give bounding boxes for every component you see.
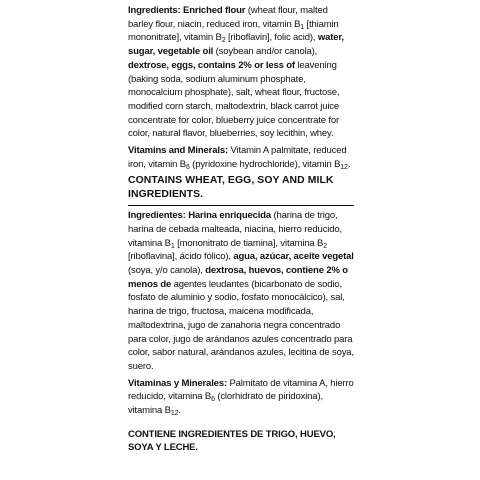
nutrition-ingredients-label	[128, 4, 354, 455]
section-divider	[128, 205, 354, 206]
english-vitamins-heading: Vitamins and Minerals:	[128, 145, 228, 157]
english-allergen-statement: CONTAINS WHEAT, EGG, SOY AND MILK INGREDIENTS.	[128, 175, 334, 200]
english-ingredients-heading: Ingredients: Enriched flour	[128, 5, 246, 16]
spanish-ingredients-heading: Ingredientes: Harina enriquecida	[128, 210, 272, 222]
english-vitamins-paragraph: Vitamins and Minerals: Vitamin A palmitate, reduced iron, vitamin $B_6$ (pyridoxine hydrochloride), vitamin $B_{12}$.	[128, 145, 351, 171]
spanish-ingredients-paragraph: Ingredientes: Harina enriquecida (harina de trigo, harina de cebada malteada, niacina, hierro reducido, vitamina $B_1$ [mononitrato de tiamina], vitamina $B_2$ [riboflavina], ácido fólico), agua, azúcar, aceite vegetal (soya, y/o canola), dextrosa, huevos, contiene 2% o menos de agentes leudantes (bicarbonato de sodio, fosfato de aluminio y sodio, fosfato monocálcico), sal, harina de trigo, fructosa, maicena modificada, maltodextrina, jugo de zanahoria negra concentrado para color, jugo de arándanos azules concentrado para color, sabor natural, arándanos azules, lecitina de soya, suero.	[128, 210, 354, 372]
spanish-vitamins-paragraph: Vitaminas y Minerales: Palmitato de vitamina A, hierro reducido, vitamina $B_6$ (clorhidrato de piridoxina), vitamina $B_{12}$.	[128, 377, 354, 418]
spanish-vitamins-heading: Vitaminas y Minerales:	[128, 377, 227, 389]
english-ingredients-paragraph: Ingredients: Enriched flour (wheat flour, malted barley flour, niacin, reduced iron, vitamin $B_1$ [thiamin mononitrate], vitamin $B_2$ [riboflavin], folic acid), water, sugar, vegetable oil (soybean and/or canola), dextrose, eggs, contains 2% or less of leavening (baking soda, sodium aluminum phosphate, monocalcium phosphate), salt, wheat flour, fructose, modified corn starch, maltodextrin, black carrot juice concentrate for color, blueberry juice concentrate for color, natural flavor, blueberries, soy lecithin, whey.	[128, 5, 344, 140]
spanish-allergen-statement: CONTIENE INGREDIENTES DE TRIGO, HUEVO, SOYA Y LECHE.	[128, 428, 336, 454]
